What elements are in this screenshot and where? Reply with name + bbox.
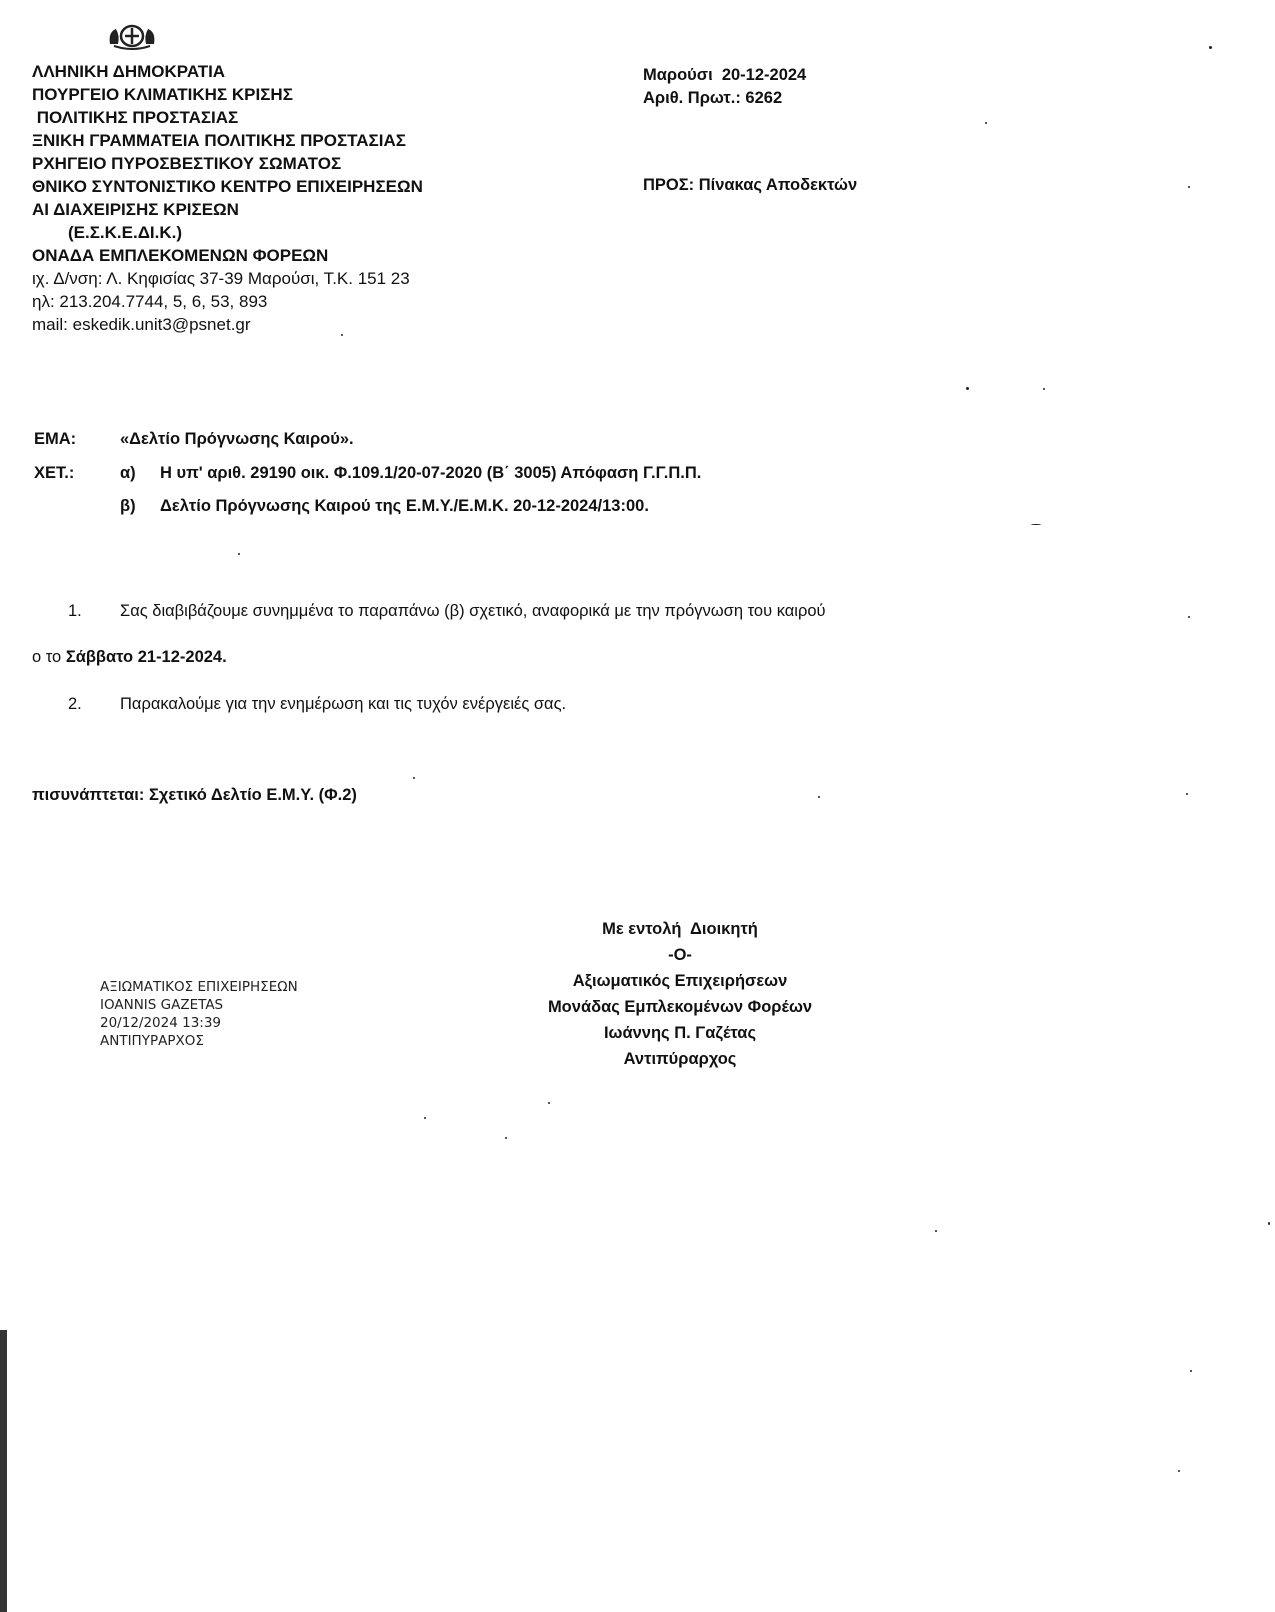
signature-rank: Αντιπύραρχος <box>623 1050 737 1068</box>
reference-a-text: Η υπ' αριθ. 29190 οικ. Φ.109.1/20-07-2020 (Β΄ 3005) Απόφαση Γ.Γ.Π.Π. <box>160 464 702 482</box>
scan-speck <box>1209 46 1212 49</box>
header-line-7: ΑΙ ΔΙΑΧΕΙΡΙΣΗΣ ΚΡΙΣΕΩΝ <box>32 200 239 219</box>
hellenic-emblem-icon <box>106 24 158 50</box>
paragraph-2-number: 2. <box>68 695 82 713</box>
scan-speck <box>424 1117 426 1119</box>
scan-speck <box>548 1102 550 1104</box>
scan-speck <box>1268 1222 1270 1225</box>
signature-line-4: Μονάδας Εμπλεκομένων Φορέων <box>547 998 813 1016</box>
header-line-5: ΡΧΗΓΕΙΟ ΠΥΡΟΣΒΕΣΤΙΚΟΥ ΣΩΜΑΤΟΣ <box>32 154 342 173</box>
scan-speck <box>985 122 987 124</box>
header-line-4: ΞΝΙΚΗ ΓΡΑΜΜΑΤΕΙΑ ΠΟΛΙΤΙΚΗΣ ΠΡΟΣΤΑΣΙΑΣ <box>32 131 406 150</box>
reference-b-marker: β) <box>120 497 136 515</box>
header-address: ιχ. Δ/νση: Λ. Κηφισίας 37-39 Μαρούσι, Τ.Κ. 151 23 <box>32 269 410 288</box>
scan-speck <box>1043 388 1045 390</box>
scan-speck <box>1188 186 1190 188</box>
attachment-note: πισυνάπτεται: Σχετικό Δελτίο Ε.Μ.Υ. (Φ.2) <box>32 786 357 804</box>
recipient: ΠΡΟΣ: Πίνακας Αποδεκτών <box>643 176 858 194</box>
header-line-1: ΛΛΗΝΙΚΗ ΔΗΜΟΚΡΑΤΙΑ <box>32 62 226 81</box>
scan-speck <box>1190 1370 1192 1372</box>
signature-line-2: -Ο- <box>668 946 692 964</box>
digital-stamp-line-1: ΑΞΙΩΜΑΤΙΚΟΣ ΕΠΙΧΕΙΡΗΣΕΩΝ <box>100 979 298 995</box>
paragraph-2-text: Παρακαλούμε για την ενημέρωση και τις τυχόν ενέργειές σας. <box>120 695 567 713</box>
header-line-8: (Ε.Σ.Κ.Ε.ΔΙ.Κ.) <box>68 223 183 242</box>
header-line-6: ΘΝΙΚΟ ΣΥΝΤΟΝΙΣΤΙΚΟ ΚΕΝΤΡΟ ΕΠΙΧΕΙΡΗΣΕΩΝ <box>32 177 423 196</box>
paragraph-1-text: Σας διαβιβάζουμε συνημμένα το παραπάνω (β) σχετικό, αναφορικά με την πρόγνωση του καιρού <box>120 602 826 620</box>
protocol-number: Αριθ. Πρωτ.: 6262 <box>643 89 783 107</box>
header-email: mail: eskedik.unit3@psnet.gr <box>32 315 251 334</box>
subject-label: ΕΜΑ: <box>34 430 77 448</box>
scan-speck <box>1188 616 1190 618</box>
scan-speck <box>505 1137 507 1139</box>
scan-speck <box>1031 524 1041 525</box>
scan-speck <box>238 553 240 555</box>
scan-speck <box>413 777 415 779</box>
signature-name: Ιωάννης Π. Γαζέτας <box>603 1024 757 1042</box>
scan-edge-shadow <box>0 1330 7 1612</box>
paragraph-1-number: 1. <box>68 602 82 620</box>
digital-stamp-line-4: ΑΝΤΙΠΥΡΑΡΧΟΣ <box>100 1033 204 1049</box>
references-label: ΧΕΤ.: <box>34 464 75 482</box>
scan-speck <box>1178 1470 1180 1472</box>
scan-speck <box>1186 793 1188 795</box>
scan-speck <box>341 334 343 336</box>
reference-a-marker: α) <box>120 464 136 482</box>
header-line-9: ΟΝΑΔΑ ΕΜΠΛΕΚΟΜΕΝΩΝ ΦΟΡΕΩΝ <box>32 246 329 265</box>
paragraph-1-date: Σάββατο 21-12-2024. <box>65 648 227 666</box>
reference-b-text: Δελτίο Πρόγνωσης Καιρού της Ε.Μ.Υ./Ε.Μ.Κ. 20-12-2024/13:00. <box>160 497 649 515</box>
subject-text: «Δελτίο Πρόγνωσης Καιρού». <box>120 430 354 448</box>
scan-speck <box>818 796 820 798</box>
signature-line-3: Αξιωματικός Επιχειρήσεων <box>572 972 788 990</box>
scan-speck <box>966 387 969 390</box>
header-line-2: ΠΟΥΡΓΕΙΟ ΚΛΙΜΑΤΙΚΗΣ ΚΡΙΣΗΣ <box>32 85 293 104</box>
header-line-3: ΠΟΛΙΤΙΚΗΣ ΠΡΟΣΤΑΣΙΑΣ <box>32 108 239 127</box>
paragraph-1-continuation-prefix: ο το <box>32 648 66 666</box>
paragraph-1-continuation <box>32 648 227 667</box>
digital-stamp-line-2: IOANNIS GAZETAS <box>100 997 224 1013</box>
signature-line-1: Με εντολή Διοικητή <box>602 920 758 938</box>
scan-speck <box>935 1230 937 1232</box>
header-phone: ηλ: 213.204.7744, 5, 6, 53, 893 <box>32 292 268 311</box>
place-date: Μαρούσι 20-12-2024 <box>643 66 807 84</box>
digital-stamp-line-3: 20/12/2024 13:39 <box>100 1015 222 1031</box>
